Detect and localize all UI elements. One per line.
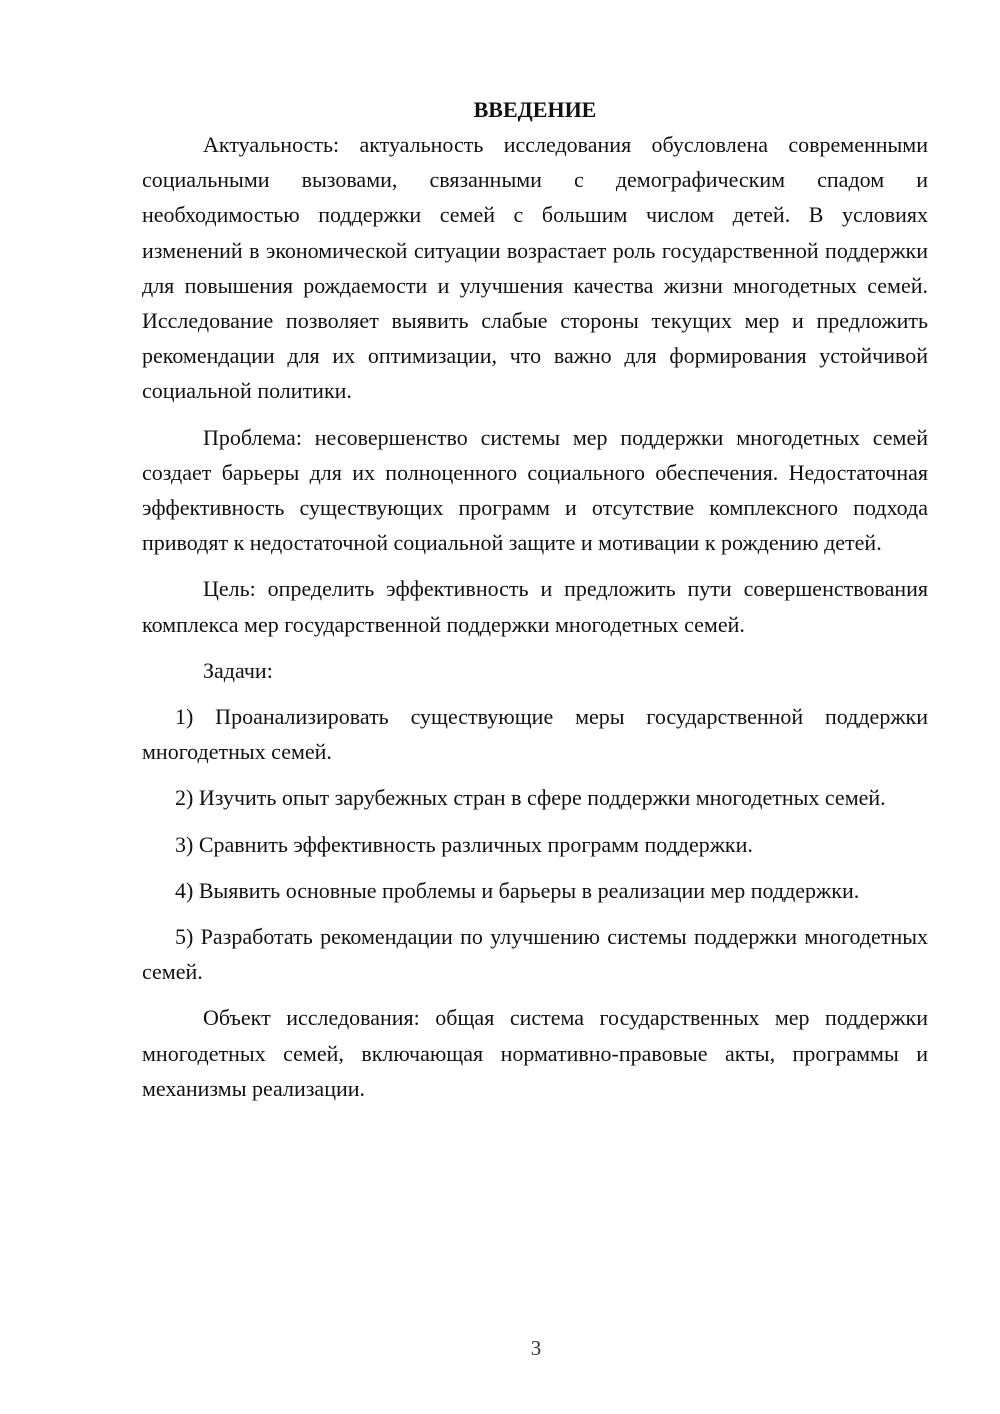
- page-title: ВВЕДЕНИЕ: [473, 97, 597, 122]
- task-item-4: 4) Выявить основные проблемы и барьеры в реализации мер поддержки.: [175, 877, 860, 903]
- page-number: 3: [530, 1336, 542, 1360]
- task-item-2: 2) Изучить опыт зарубежных стран в сфере поддержки многодетных семей.: [175, 785, 886, 811]
- object-paragraph: Объект исследования: общая система государственных мер поддержки многодетных семей, включающая нормативно-правовые акты, программы и механизмы реализации.: [142, 1005, 928, 1101]
- task-item-1: 1) Проанализировать существующие меры государственной поддержки многодетных семей.: [142, 704, 928, 765]
- relevance-paragraph: Актуальность: актуальность исследования обусловлена современными социальными вызовами, связанными с демографическим спадом и необходимостью поддержки семей с большим числом детей. В условиях изменений в экономической ситуации возрастает роль государственной поддержки для повышения рождаемости и улучшения качества жизни многодетных семей. Исследование позволяет выявить слабые стороны текущих мер и предложить рекомендации для их оптимизации, что важно для формирования устойчивой социальной политики.: [142, 132, 928, 404]
- tasks-heading: Задачи:: [203, 657, 273, 683]
- task-item-3: 3) Сравнить эффективность различных программ поддержки.: [175, 831, 753, 857]
- problem-paragraph: Проблема: несовершенство системы мер поддержки многодетных семей создает барьеры для их полноценного социального обеспечения. Недостаточная эффективность существующих программ и отсутствие комплексного подхода приводят к недостаточной социальной защите и мотивации к рождению детей.: [142, 424, 928, 556]
- goal-paragraph: Цель: определить эффективность и предложить пути совершенствования комплекса мер государственной поддержки многодетных семей.: [142, 576, 928, 637]
- task-item-5: 5) Разработать рекомендации по улучшению системы поддержки многодетных семей.: [142, 924, 928, 985]
- document-body: [142, 92, 928, 1106]
